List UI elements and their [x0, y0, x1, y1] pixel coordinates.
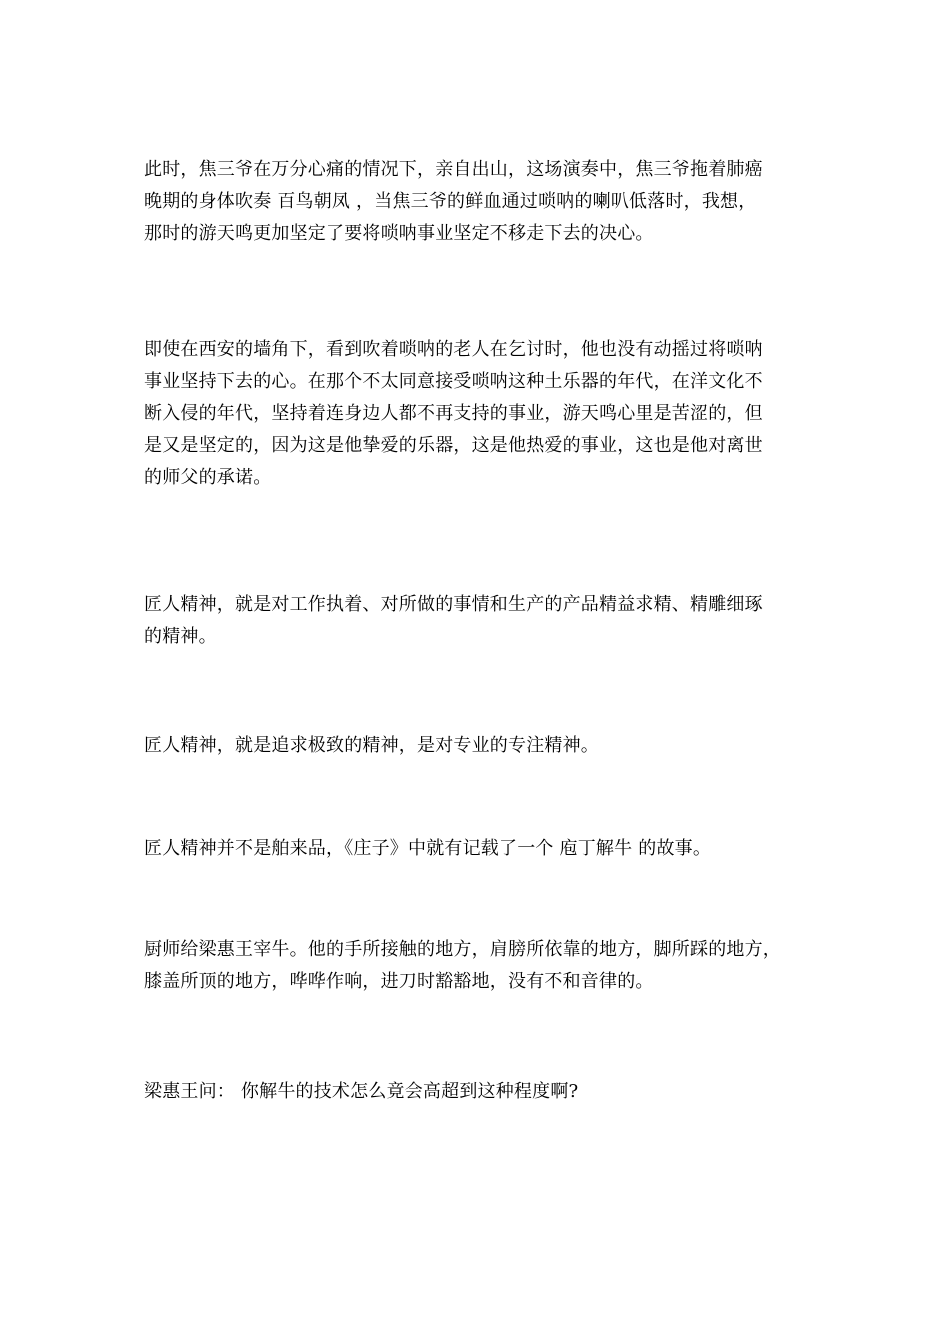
paragraph-king-question: [144, 1076, 834, 1108]
paragraph-craftsman-definition-2: [144, 730, 834, 762]
text-line: 晚期的身体吹奏 百鸟朝凤 ，当焦三爷的鲜血通过唢呐的喇叭低落时，我想，: [144, 191, 757, 212]
text-line: 的师父的承诺。: [144, 467, 272, 488]
text-line: 即使在西安的墙角下，看到吹着唢呐的老人在乞讨时，他也没有动摇过将唢呐: [144, 339, 763, 360]
paragraph-zhuangzi-reference: [144, 833, 834, 865]
text-line: 断入侵的年代，坚持着连身边人都不再支持的事业，游天鸣心里是苦涩的，但: [144, 403, 763, 424]
text-line: 的精神。: [144, 626, 217, 647]
paragraph-you-tianming-persistence: [144, 334, 834, 494]
text-line: 匠人精神并不是舶来品，《庄子》中就有记载了一个 庖丁解牛 的故事。: [144, 838, 712, 859]
paragraph-butcher-story: [144, 934, 834, 998]
paragraph-jiao-sanye-performance: [144, 154, 834, 250]
text-line: 匠人精神，就是追求极致的精神，是对专业的专注精神。: [144, 735, 599, 756]
text-line: 是又是坚定的，因为这是他挚爱的乐器，这是他热爱的事业，这也是他对离世: [144, 435, 763, 456]
text-line: 匠人精神，就是对工作执着、对所做的事情和生产的产品精益求精、精雕细琢: [144, 594, 763, 615]
text-line: 膝盖所顶的地方，哗哗作响，进刀时豁豁地，没有不和音律的。: [144, 971, 654, 992]
text-line: 事业坚持下去的心。在那个不太同意接受唢呐这种土乐器的年代，在洋文化不: [144, 371, 763, 392]
text-line: 梁惠王问： 你解牛的技术怎么竟会高超到这种程度啊?: [144, 1081, 579, 1102]
text-line: 厨师给梁惠王宰牛。他的手所接触的地方，肩膀所依靠的地方，脚所踩的地方，: [144, 939, 781, 960]
paragraph-craftsman-definition-1: [144, 589, 834, 653]
text-line: 此时，焦三爷在万分心痛的情况下，亲自出山，这场演奏中，焦三爷拖着肺癌: [144, 159, 763, 180]
text-line: 那时的游天鸣更加坚定了要将唢呐事业坚定不移走下去的决心。: [144, 223, 654, 244]
